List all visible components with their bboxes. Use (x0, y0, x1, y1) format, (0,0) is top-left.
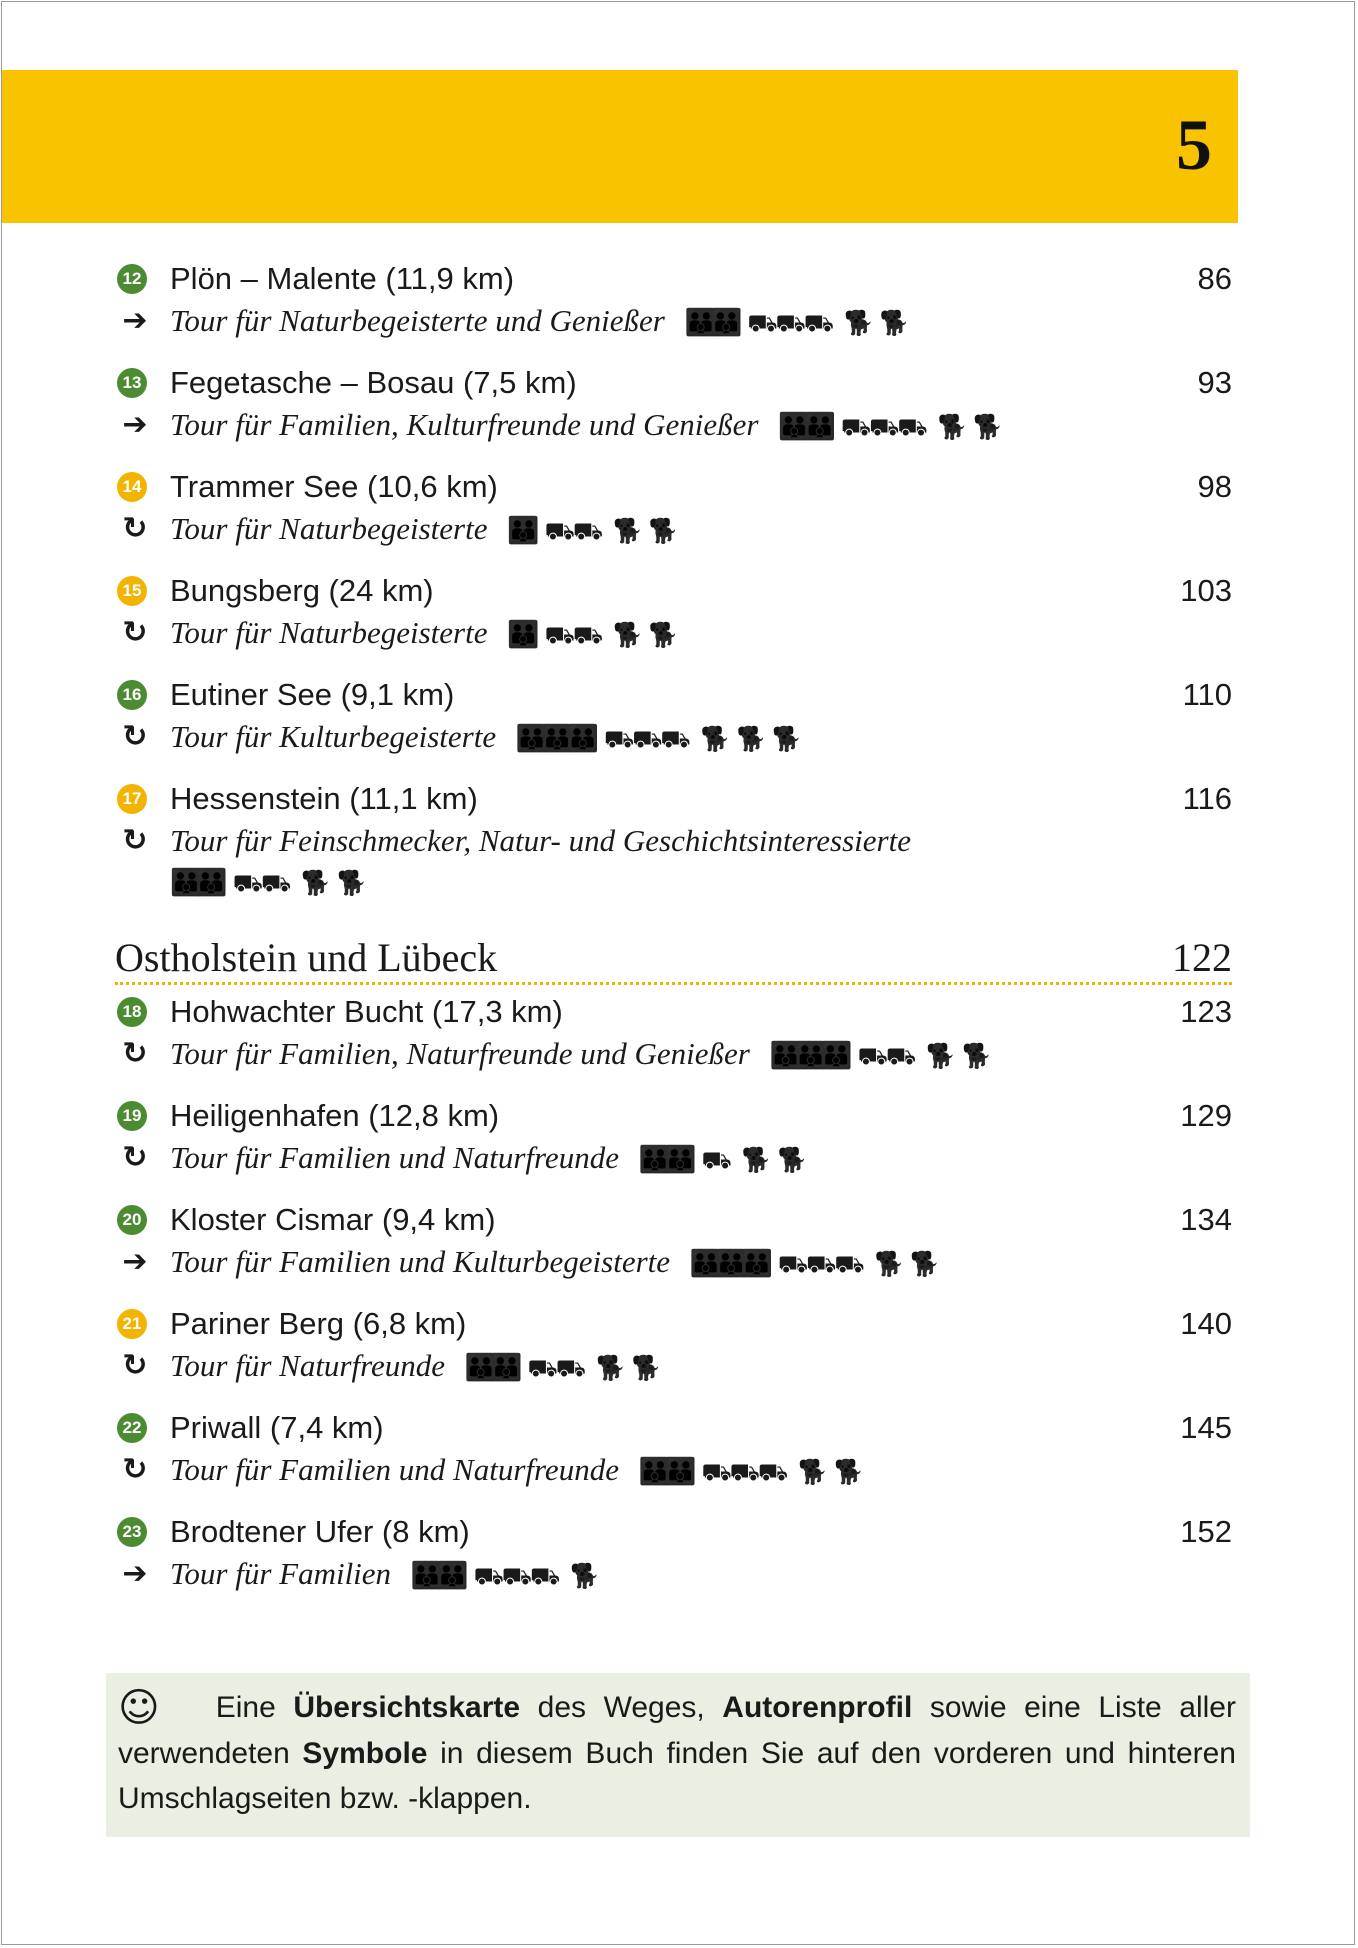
family-icon: 👪 (689, 1249, 716, 1279)
page-number: 5 (1176, 105, 1212, 185)
dog-rating (701, 718, 809, 760)
stroller-icon: ⛟ (529, 1562, 559, 1590)
entry-heading-line (115, 674, 1232, 716)
rating-icons (766, 413, 1009, 441)
stroller-rating (528, 1347, 584, 1389)
info-bold-author-profile: Autorenprofil (722, 1691, 913, 1724)
tour-subtitle: Tour für Familien (170, 1556, 392, 1591)
tour-number-badge: 17 (117, 784, 147, 814)
tour-page-number: 152 (1180, 1514, 1232, 1549)
loop-icon: ↻ (122, 1036, 148, 1071)
entry-heading-line (115, 991, 1232, 1033)
loop-icon: ↻ (122, 1140, 148, 1175)
tour-title: Trammer See (10,6 km) (170, 469, 498, 504)
dog-icon: 🐕 (874, 1250, 903, 1278)
tour-page-number: 134 (1180, 1202, 1232, 1237)
stroller-icon: ⛟ (501, 1562, 530, 1590)
entry-detail-line (115, 1241, 1232, 1285)
entry-heading-line (115, 570, 1232, 612)
dog-icon: 🐕 (570, 1562, 599, 1590)
stroller-rating (545, 614, 601, 656)
family-icon: 👪 (684, 308, 710, 338)
tour-subtitle: Tour für Naturbegeisterte (170, 511, 488, 546)
toc-entry[interactable] (115, 570, 1232, 656)
toc-entry[interactable] (115, 258, 1232, 344)
info-box (106, 1673, 1250, 1837)
family-icon: 👪 (820, 1041, 846, 1071)
loop-icon: ↻ (122, 1348, 148, 1383)
tour-number-badge: 13 (117, 368, 147, 398)
rating-icons (504, 725, 808, 753)
dog-icon: 🐕 (798, 1458, 826, 1486)
family-rating (639, 1451, 690, 1493)
family-rating (639, 1139, 690, 1181)
family-rating (690, 1243, 766, 1285)
dog-icon: 🐕 (613, 517, 641, 545)
section-title: Ostholstein und Lübeck (115, 935, 498, 980)
dog-icon: 🐕 (843, 309, 872, 337)
entry-list-b (115, 991, 1232, 1597)
dog-rating (301, 862, 373, 904)
stroller-icon: ⛟ (660, 725, 689, 753)
tour-subtitle: Tour für Naturbegeisterte und Genießer (170, 303, 665, 338)
family-icon: 👪 (638, 1145, 665, 1175)
tour-page-number: 145 (1180, 1410, 1232, 1445)
stroller-icon: ⛟ (232, 869, 261, 897)
dog-icon: 🐕 (736, 725, 765, 753)
loop-icon: ↻ (122, 615, 148, 650)
family-icon: 👪 (664, 1145, 690, 1175)
stroller-icon: ⛟ (701, 1458, 730, 1486)
family-icon: 👪 (794, 1041, 821, 1071)
dog-icon: 🐕 (961, 1042, 990, 1070)
entry-detail-line (115, 820, 1232, 904)
info-bold-symbols: Symbole (302, 1737, 428, 1770)
tour-page-number: 103 (1180, 573, 1232, 608)
dog-icon: 🐕 (777, 1146, 806, 1174)
tour-page-number: 140 (1180, 1306, 1232, 1341)
stroller-rating (841, 406, 926, 448)
stroller-icon: ⛟ (885, 1042, 915, 1070)
dog-rating (938, 406, 1010, 448)
tour-title: Fegetasche – Bosau (7,5 km) (170, 365, 577, 400)
dog-icon: 🐕 (772, 725, 801, 753)
dog-icon: 🐕 (595, 1354, 624, 1382)
loop-icon: ↻ (122, 1452, 148, 1487)
dog-icon: 🐕 (879, 309, 908, 337)
toc-entry[interactable] (115, 1407, 1232, 1493)
dog-icon: 🐕 (613, 621, 641, 649)
dog-icon: 🐕 (937, 413, 966, 441)
tour-number-badge: 23 (117, 1517, 147, 1547)
tour-subtitle: Tour für Familien, Kulturfreunde und Genießer (170, 407, 759, 442)
tour-title: Hohwachter Bucht (17,3 km) (170, 994, 563, 1029)
stroller-icon: ⛟ (701, 1146, 730, 1174)
tour-number-badge: 16 (117, 680, 147, 710)
stroller-icon: ⛟ (834, 1250, 863, 1278)
dog-icon: 🐕 (973, 413, 1002, 441)
stroller-icon: ⛟ (572, 621, 602, 649)
tour-title: Plön – Malente (11,9 km) (170, 261, 515, 296)
tour-page-number: 110 (1182, 677, 1232, 712)
dog-icon: 🐕 (301, 869, 330, 897)
stroller-icon: ⛟ (632, 725, 661, 753)
dog-rating (613, 614, 685, 656)
toc-entry[interactable] (115, 466, 1232, 552)
table-of-contents (115, 258, 1232, 1615)
rating-icons (627, 1146, 814, 1174)
smiley-icon: ☺ (118, 1685, 160, 1731)
tour-page-number: 123 (1180, 994, 1232, 1029)
entry-detail-line (115, 716, 1232, 760)
stroller-rating (858, 1035, 914, 1077)
entry-detail-line (115, 404, 1232, 448)
family-rating (516, 718, 592, 760)
family-icon: 👪 (715, 1249, 741, 1279)
rating-icons (495, 517, 685, 545)
tour-subtitle: Tour für Naturbegeisterte (170, 615, 488, 650)
dog-icon: 🐕 (741, 1146, 770, 1174)
rating-icons (158, 862, 1232, 904)
stroller-rating (474, 1555, 559, 1597)
rating-icons (673, 309, 916, 337)
arrow-right-icon: ➔ (122, 303, 148, 338)
stroller-icon: ⛟ (544, 517, 573, 545)
tour-page-number: 93 (1197, 365, 1232, 400)
tour-number-badge: 21 (117, 1309, 147, 1339)
family-rating (507, 614, 532, 656)
tour-subtitle: Tour für Naturfreunde (170, 1348, 446, 1383)
dog-icon: 🐕 (910, 1250, 939, 1278)
tour-number-badge: 12 (117, 264, 147, 294)
stroller-icon: ⛟ (544, 621, 573, 649)
toc-entry[interactable] (115, 362, 1232, 448)
family-icon: 👪 (740, 1249, 766, 1279)
entry-detail-line (115, 1345, 1232, 1389)
tour-page-number: 129 (1180, 1098, 1232, 1133)
family-icon: 👪 (507, 620, 533, 650)
stroller-icon: ⛟ (260, 869, 290, 897)
dog-rating (926, 1035, 998, 1077)
info-mid2: sowie eine Liste aller verwendeten (118, 1691, 1236, 1770)
entry-heading-line (115, 1511, 1232, 1553)
arrow-right-icon: ➔ (122, 1556, 148, 1591)
loop-icon: ↻ (122, 823, 148, 858)
family-icon: 👪 (709, 308, 736, 338)
loop-icon: ↻ (122, 719, 148, 754)
tour-page-number: 116 (1182, 781, 1232, 816)
rating-icons (627, 1458, 870, 1486)
dog-rating (570, 1555, 606, 1597)
entry-detail-line (115, 1449, 1232, 1493)
family-rating (778, 406, 829, 448)
dog-rating (613, 510, 685, 552)
stroller-icon: ⛟ (603, 725, 633, 753)
dog-rating (596, 1347, 668, 1389)
tour-page-number: 86 (1197, 261, 1232, 296)
tour-number-badge: 14 (117, 472, 147, 502)
section-heading[interactable] (115, 934, 1232, 985)
toc-entry[interactable] (115, 674, 1232, 760)
dog-rating (844, 302, 916, 344)
family-icon: 👪 (195, 868, 221, 898)
stroller-rating (778, 1243, 863, 1285)
section-page: 122 (1172, 935, 1232, 980)
dog-icon: 🐕 (648, 621, 677, 649)
family-rating (170, 862, 221, 904)
family-rating (411, 1555, 462, 1597)
tour-page-number: 98 (1197, 469, 1232, 504)
toc-entry[interactable] (115, 991, 1232, 1077)
tour-subtitle: Tour für Familien und Kulturbegeisterte (170, 1244, 671, 1279)
rating-icons (758, 1042, 998, 1070)
family-rating (770, 1035, 846, 1077)
entry-heading-line (115, 1303, 1232, 1345)
family-icon: 👪 (170, 868, 196, 898)
entry-heading-line (115, 1407, 1232, 1449)
tour-number-badge: 15 (117, 576, 147, 606)
tour-title: Kloster Cismar (9,4 km) (170, 1202, 496, 1237)
family-rating (465, 1347, 516, 1389)
entry-detail-line (115, 1553, 1232, 1597)
stroller-icon: ⛟ (775, 309, 804, 337)
tour-number-badge: 19 (117, 1101, 147, 1131)
entry-heading-line (115, 778, 1232, 820)
stroller-icon: ⛟ (729, 1458, 758, 1486)
arrow-right-icon: ➔ (122, 407, 148, 442)
tour-number-badge: 22 (117, 1413, 147, 1443)
toc-entry[interactable] (115, 1095, 1232, 1181)
stroller-icon: ⛟ (869, 413, 898, 441)
tour-title: Bungsberg (24 km) (170, 573, 434, 608)
dog-icon: 🐕 (337, 869, 365, 897)
entry-heading-line (115, 258, 1232, 300)
stroller-icon: ⛟ (840, 413, 870, 441)
chapter-header-band (2, 70, 1238, 223)
stroller-icon: ⛟ (757, 1458, 787, 1486)
stroller-icon: ⛟ (806, 1250, 835, 1278)
stroller-rating (545, 510, 601, 552)
tour-subtitle: Tour für Familien, Naturfreunde und Genießer (170, 1036, 750, 1071)
family-icon: 👪 (566, 724, 592, 754)
info-intro: Eine (215, 1691, 294, 1724)
stroller-icon: ⛟ (555, 1354, 584, 1382)
stroller-icon: ⛟ (473, 1562, 502, 1590)
dog-icon: 🐕 (833, 1458, 862, 1486)
toc-entry[interactable] (115, 1511, 1232, 1597)
dog-icon: 🐕 (631, 1354, 660, 1382)
stroller-icon: ⛟ (897, 413, 926, 441)
stroller-icon: ⛟ (857, 1042, 886, 1070)
stroller-icon: ⛟ (572, 517, 602, 545)
entry-heading-line (115, 362, 1232, 404)
tour-subtitle: Tour für Feinschmecker, Natur- und Geschichtsinteressierte (170, 823, 911, 858)
family-icon: 👪 (778, 412, 804, 442)
loop-icon: ↻ (122, 511, 148, 546)
entry-detail-line (115, 300, 1232, 344)
stroller-icon: ⛟ (777, 1250, 807, 1278)
stroller-rating (701, 1451, 786, 1493)
rating-icons (399, 1562, 606, 1590)
family-icon: 👪 (436, 1561, 462, 1591)
info-mid1: des Weges, (520, 1691, 723, 1724)
family-icon: 👪 (803, 412, 829, 442)
stroller-icon: ⛟ (803, 309, 832, 337)
tour-title: Brodtener Ufer (8 km) (170, 1514, 470, 1549)
dog-rating (875, 1243, 947, 1285)
entry-list-a (115, 258, 1232, 904)
family-rating (685, 302, 736, 344)
arrow-right-icon: ➔ (122, 1244, 148, 1279)
family-rating (507, 510, 532, 552)
family-icon: 👪 (515, 724, 542, 754)
tour-subtitle: Tour für Familien und Naturfreunde (170, 1140, 619, 1175)
stroller-rating (604, 718, 689, 760)
rating-icons (678, 1250, 947, 1278)
tour-title: Priwall (7,4 km) (170, 1410, 384, 1445)
family-icon: 👪 (664, 1457, 690, 1487)
entry-heading-line (115, 466, 1232, 508)
tour-title: Hessenstein (11,1 km) (170, 781, 478, 816)
tour-title: Heiligenhafen (12,8 km) (170, 1098, 500, 1133)
tour-number-badge: 18 (117, 997, 147, 1027)
info-end: in diesem Buch finden Sie auf den vorderen und hinteren Umschlagseiten bzw. -klappen. (118, 1737, 1236, 1815)
rating-icons (495, 621, 685, 649)
dog-rating (798, 1451, 870, 1493)
stroller-icon: ⛟ (747, 309, 776, 337)
entry-detail-line (115, 612, 1232, 656)
dog-icon: 🐕 (926, 1042, 954, 1070)
tour-subtitle: Tour für Kulturbegeisterte (170, 719, 497, 754)
dog-rating (742, 1139, 814, 1181)
family-icon: 👪 (464, 1353, 491, 1383)
entry-detail-line (115, 1033, 1232, 1077)
tour-title: Pariner Berg (6,8 km) (170, 1306, 467, 1341)
rating-icons (453, 1354, 668, 1382)
family-icon: 👪 (541, 724, 567, 754)
stroller-rating (233, 862, 289, 904)
toc-entry[interactable] (115, 1199, 1232, 1285)
entry-detail-line (115, 1137, 1232, 1181)
toc-entry[interactable] (115, 1303, 1232, 1389)
info-bold-overview-map: Übersichtskarte (293, 1691, 521, 1724)
entry-heading-line (115, 1199, 1232, 1241)
family-icon: 👪 (490, 1353, 516, 1383)
family-icon: 👪 (410, 1561, 437, 1591)
toc-entry[interactable] (115, 778, 1232, 904)
dog-icon: 🐕 (648, 517, 677, 545)
stroller-icon: ⛟ (527, 1354, 556, 1382)
family-icon: 👪 (507, 516, 533, 546)
dog-icon: 🐕 (700, 725, 729, 753)
entry-heading-line (115, 1095, 1232, 1137)
tour-number-badge: 20 (117, 1205, 147, 1235)
tour-title: Eutiner See (9,1 km) (170, 677, 455, 712)
tour-subtitle: Tour für Familien und Naturfreunde (170, 1452, 619, 1487)
entry-detail-line (115, 508, 1232, 552)
family-icon: 👪 (769, 1041, 795, 1071)
stroller-rating (701, 1139, 729, 1181)
stroller-rating (747, 302, 832, 344)
family-icon: 👪 (638, 1457, 665, 1487)
